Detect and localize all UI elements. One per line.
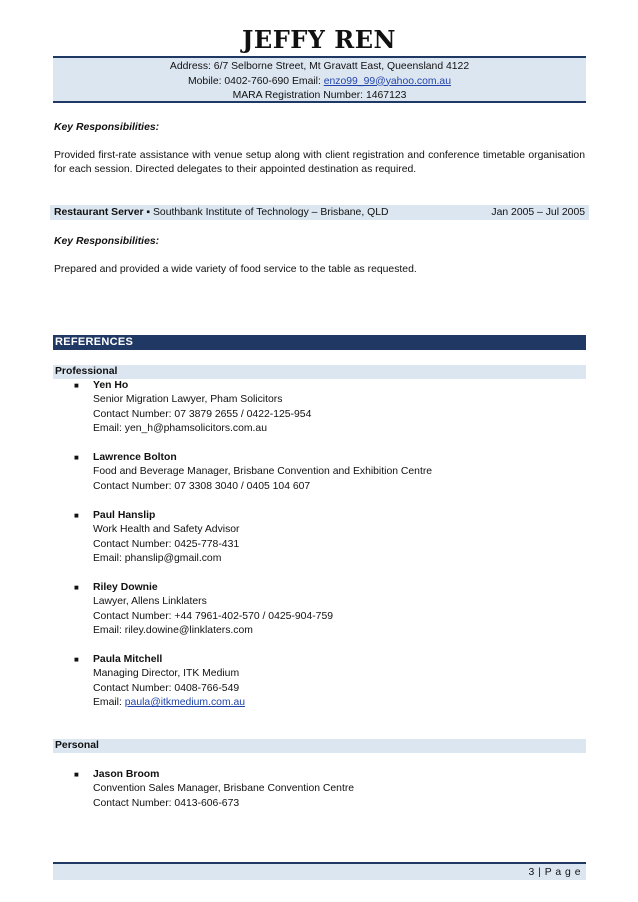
email-prefix: Email: <box>93 423 125 435</box>
reference-contact: Contact Number: 07 3879 2655 / 0422-125-954 <box>93 408 312 420</box>
reference-name: Lawrence Bolton <box>93 452 177 463</box>
reference-entry <box>93 451 573 494</box>
page-footer <box>53 862 586 880</box>
contact-details <box>53 56 586 103</box>
reference-entry <box>93 653 573 711</box>
bullet-icon: ■ <box>74 453 79 462</box>
job-title: Restaurant Server <box>54 207 144 218</box>
bullet-icon: ■ <box>74 583 79 592</box>
personal-subheading: Personal <box>53 739 586 753</box>
reference-email: phanslip@gmail.com <box>124 553 222 565</box>
reference-name: Paula Mitchell <box>93 654 163 665</box>
reference-role: Managing Director, ITK Medium <box>93 668 240 680</box>
professional-subheading: Professional <box>53 365 586 379</box>
reference-role: Senior Migration Lawyer, Pham Solicitors <box>93 394 283 406</box>
job-employer: Southbank Institute of Technology – Brisbane, QLD <box>153 207 389 218</box>
reference-name: Yen Ho <box>93 380 129 391</box>
reference-entry <box>93 379 573 437</box>
job-heading <box>54 205 388 220</box>
bullet-icon: ■ <box>74 770 79 779</box>
mobile-text: Mobile: 0402-760-690 Email: <box>188 75 324 87</box>
reference-contact: Contact Number: 0413-606-673 <box>93 797 240 809</box>
reference-name: Jason Broom <box>93 769 160 780</box>
reference-name: Paul Hanslip <box>93 510 156 521</box>
reference-email-line <box>93 624 573 638</box>
reference-email-line <box>93 422 573 436</box>
reference-entry <box>93 509 573 567</box>
reference-contact: Contact Number: 07 3308 3040 / 0405 104 607 <box>93 480 311 492</box>
reference-contact: Contact Number: 0408-766-549 <box>93 682 240 694</box>
job-dates: Jan 2005 – Jul 2005 <box>491 207 585 218</box>
reference-email: riley.dowine@linklaters.com <box>124 625 253 637</box>
responsibilities-heading: Key Responsibilities: <box>54 122 160 133</box>
email-prefix: Email: <box>93 553 125 565</box>
candidate-name: JEFFY REN <box>242 25 396 54</box>
reference-email-line <box>93 696 573 710</box>
bullet-icon: ■ <box>74 511 79 520</box>
mobile-email-line <box>53 75 586 90</box>
job-description: Provided first-rate assistance with venue setup along with client registration and conference timetable organisation for each session. Directed delegates to their appointed destination as required. <box>54 150 585 176</box>
reference-email-link[interactable]: paula@itkmedium.com.au <box>124 697 246 709</box>
bullet-icon: ■ <box>74 381 79 390</box>
email-prefix: Email: <box>93 625 125 637</box>
references-section-title: REFERENCES <box>53 335 586 350</box>
reference-entry <box>93 581 573 639</box>
job-title-bar <box>50 205 589 220</box>
page-number: 3 | P a g e <box>528 867 581 878</box>
job-separator: ▪ <box>146 207 151 218</box>
reference-email: yen_h@phamsolicitors.com.au <box>124 423 267 435</box>
reference-name: Riley Downie <box>93 582 158 593</box>
job-description: Prepared and provided a wide variety of food service to the table as requested. <box>54 264 417 275</box>
responsibilities-heading: Key Responsibilities: <box>54 236 160 247</box>
email-link[interactable]: enzo99_99@yahoo.com.au <box>323 75 451 87</box>
reference-role: Work Health and Safety Advisor <box>93 524 240 536</box>
reference-entry <box>93 768 573 811</box>
reference-contact: Contact Number: +44 7961-402-570 / 0425-904-759 <box>93 610 334 622</box>
reference-role: Convention Sales Manager, Brisbane Convention Centre <box>93 783 355 795</box>
reference-email-line <box>93 552 573 566</box>
email-prefix: Email: <box>93 697 125 709</box>
reference-role: Food and Beverage Manager, Brisbane Convention and Exhibition Centre <box>93 466 433 478</box>
reference-contact: Contact Number: 0425-778-431 <box>93 538 240 550</box>
address-line: Address: 6/7 Selborne Street, Mt Gravatt East, Queensland 4122 <box>169 61 470 72</box>
bullet-icon: ■ <box>74 655 79 664</box>
mara-line: MARA Registration Number: 1467123 <box>232 90 407 101</box>
reference-role: Lawyer, Allens Linklaters <box>93 596 207 608</box>
